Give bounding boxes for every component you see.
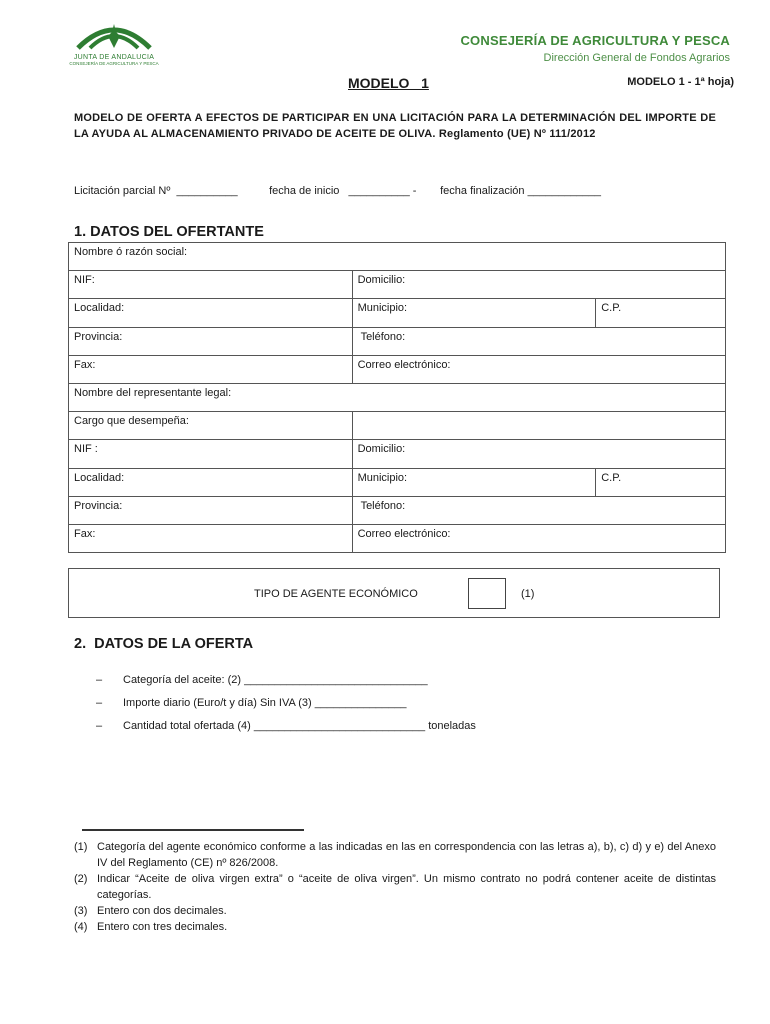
- table-row: [69, 327, 726, 355]
- oferta-cantidad[interactable]: Cantidad total ofertada (4) ____________________________ toneladas: [123, 720, 476, 732]
- field-municipio-rep[interactable]: Municipio:: [352, 468, 596, 496]
- section-ofertante-title: 1. DATOS DEL OFERTANTE: [74, 224, 264, 240]
- modelo-sheet-label: MODELO 1 - 1ª hoja): [627, 76, 734, 88]
- field-localidad[interactable]: Localidad:: [69, 299, 353, 327]
- tipo-agente-label: TIPO DE AGENTE ECONÓMICO: [254, 588, 418, 600]
- tipo-agente-note: (1): [521, 588, 535, 600]
- tipo-agente-input[interactable]: [468, 578, 506, 609]
- table-row: [69, 299, 726, 327]
- modelo-title-text: MODELO 1: [348, 75, 429, 91]
- field-cargo-value[interactable]: [352, 412, 725, 440]
- oferta-categoria[interactable]: Categoría del aceite: (2) ______________________________: [123, 674, 428, 686]
- table-row: [69, 496, 726, 524]
- footnote-text: Entero con dos decimales.: [97, 905, 227, 917]
- footnote: [74, 903, 716, 919]
- field-domicilio[interactable]: Domicilio:: [352, 271, 725, 299]
- logo-arches-icon: [68, 18, 160, 52]
- footnote-number: (4): [74, 921, 88, 933]
- department-name: Dirección General de Fondos Agrarios: [543, 52, 730, 64]
- footnote: [74, 871, 716, 903]
- ofertante-form-table: [68, 242, 726, 553]
- table-row: [69, 243, 726, 271]
- list-dash: –: [96, 697, 103, 709]
- logo-text: JUNTA DE ANDALUCIA: [73, 54, 155, 61]
- field-municipio[interactable]: Municipio:: [352, 299, 596, 327]
- field-provincia-rep[interactable]: Provincia:: [69, 496, 353, 524]
- field-nif[interactable]: NIF:: [69, 271, 353, 299]
- field-localidad-rep[interactable]: Localidad:: [69, 468, 353, 496]
- table-row: [69, 271, 726, 299]
- field-correo[interactable]: Correo electrónico:: [352, 355, 725, 383]
- field-cargo[interactable]: Cargo que desempeña:: [69, 412, 353, 440]
- field-nombre[interactable]: Nombre ó razón social:: [69, 243, 726, 271]
- licitacion-line: [74, 185, 601, 197]
- modelo-title: [348, 75, 429, 91]
- table-row: [69, 383, 726, 411]
- footnote-divider: [82, 829, 304, 831]
- field-domicilio-rep[interactable]: Domicilio:: [352, 440, 725, 468]
- list-dash: –: [96, 720, 103, 732]
- table-row: [69, 440, 726, 468]
- footnote-number: (3): [74, 905, 88, 917]
- field-provincia[interactable]: Provincia:: [69, 327, 353, 355]
- footnote-number: (1): [74, 841, 88, 853]
- table-row: [69, 468, 726, 496]
- oferta-importe[interactable]: Importe diario (Euro/t y día) Sin IVA (3) _______________: [123, 697, 407, 709]
- fecha-finalizacion: fecha finalización ____________: [440, 185, 601, 197]
- footnote-text: Entero con tres decimales.: [97, 921, 228, 933]
- list-dash: –: [96, 674, 103, 686]
- field-telefono[interactable]: Teléfono:: [352, 327, 725, 355]
- table-row: [69, 412, 726, 440]
- field-nif-rep[interactable]: NIF :: [69, 440, 353, 468]
- table-row: [69, 524, 726, 552]
- organization-name: CONSEJERÍA DE AGRICULTURA Y PESCA: [460, 33, 730, 48]
- field-fax[interactable]: Fax:: [69, 355, 353, 383]
- footnote-text: Indicar “Aceite de oliva virgen extra” o “aceite de oliva virgen”. Un mismo contrato no podrá contener aceite de distintas categorías.: [97, 873, 716, 901]
- footnote-number: (2): [74, 873, 88, 885]
- junta-andalucia-logo: [68, 18, 160, 76]
- footnotes: [74, 839, 716, 935]
- field-fax-rep[interactable]: Fax:: [69, 524, 353, 552]
- oferta-list: [96, 674, 476, 743]
- document-title: MODELO DE OFERTA A EFECTOS DE PARTICIPAR EN UNA LICITACIÓN PARA LA DETERMINACIÓN DEL IMPORTE DE LA AYUDA AL ALMACENAMIENTO PRIVADO DE ACEITE DE OLIVA. Reglamento (UE) Nº 111/2012: [74, 112, 716, 140]
- footnote-text: Categoría del agente económico conforme a las indicadas en las en correspondencia con las letras a), b), c) d) y e) del Anexo IV del Reglamento (CE) nº 826/2008.: [97, 841, 716, 869]
- footnote: [74, 919, 716, 935]
- list-item: [96, 720, 476, 743]
- section-oferta-title: 2. DATOS DE LA OFERTA: [74, 636, 254, 652]
- organization-header: [460, 33, 730, 64]
- field-cp[interactable]: C.P.: [596, 299, 726, 327]
- fecha-inicio: fecha de inicio __________ -: [269, 185, 417, 197]
- field-cp-rep[interactable]: C.P.: [596, 468, 726, 496]
- field-correo-rep[interactable]: Correo electrónico:: [352, 524, 725, 552]
- field-representante[interactable]: Nombre del representante legal:: [69, 383, 726, 411]
- field-telefono-rep[interactable]: Teléfono:: [352, 496, 725, 524]
- list-item: [96, 674, 476, 697]
- list-item: [96, 697, 476, 720]
- tipo-agente-box: [68, 568, 720, 618]
- logo-subtext: CONSEJERÍA DE AGRICULTURA Y PESCA: [69, 61, 159, 66]
- table-row: [69, 355, 726, 383]
- footnote: [74, 839, 716, 871]
- licitacion-parcial: Licitación parcial Nº __________: [74, 185, 238, 197]
